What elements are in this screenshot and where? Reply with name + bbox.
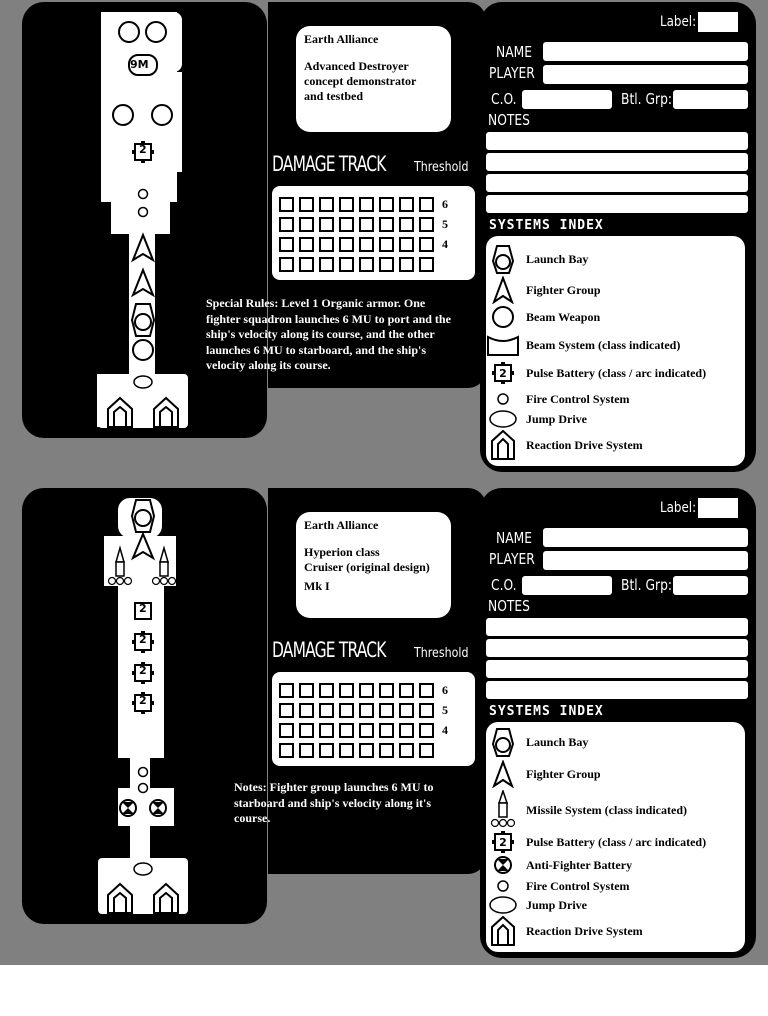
ship-class-line: Advanced Destroyer — [304, 59, 409, 73]
fighter-group-icon — [133, 235, 153, 260]
name-caption: NAME — [496, 529, 533, 547]
system-entry — [486, 304, 745, 330]
threshold-title: Threshold — [414, 646, 469, 661]
damage-box[interactable] — [379, 257, 394, 272]
damage-box[interactable] — [359, 703, 374, 718]
jump-drive-icon — [134, 376, 152, 388]
rules-line: course. — [234, 811, 271, 825]
system-entry — [486, 389, 745, 409]
damage-box[interactable] — [399, 257, 414, 272]
hull-badge-label: 9M — [130, 58, 149, 71]
system-label: Pulse Battery (class / arc indicated) — [526, 834, 707, 849]
damage-box[interactable] — [359, 217, 374, 232]
special-rules — [234, 780, 474, 827]
damage-box[interactable] — [279, 197, 294, 212]
damage-box[interactable] — [339, 743, 354, 758]
damage-box[interactable] — [419, 217, 434, 232]
system-entry — [486, 876, 745, 896]
system-entry — [486, 854, 745, 876]
name-field[interactable] — [543, 42, 748, 61]
system-label: Jump Drive — [526, 411, 587, 426]
svg-text:2: 2 — [499, 836, 507, 849]
notes-caption: NOTES — [488, 111, 530, 129]
rules-line: ship's velocity along its course, and the other — [206, 327, 435, 341]
damage-box[interactable] — [299, 743, 314, 758]
pulse-class-label: 2 — [139, 143, 147, 156]
damage-box[interactable] — [399, 237, 414, 252]
label-caption: Label: — [660, 500, 697, 516]
damage-box[interactable] — [379, 683, 394, 698]
damage-track-title: DAMAGE TRACK — [272, 152, 386, 176]
anti-fighter-icon — [486, 855, 520, 875]
system-entry — [486, 408, 745, 430]
fire-control-icon — [139, 784, 148, 793]
fire-control-icon — [139, 208, 148, 217]
system-label: Missile System (class indicated) — [526, 802, 687, 817]
notes-field[interactable] — [486, 153, 748, 171]
damage-row — [279, 721, 448, 739]
damage-box[interactable] — [339, 703, 354, 718]
damage-row — [279, 195, 448, 213]
damage-box[interactable] — [279, 723, 294, 738]
ship-class-line: concept demonstrator — [304, 74, 417, 88]
system-entry — [486, 916, 745, 946]
rules-line: Notes: Fighter group launches 6 MU to — [234, 780, 434, 794]
damage-box[interactable] — [319, 217, 334, 232]
damage-box[interactable] — [319, 703, 334, 718]
damage-box[interactable] — [379, 743, 394, 758]
system-label: Reaction Drive System — [526, 923, 643, 938]
damage-box[interactable] — [379, 723, 394, 738]
anti-fighter-icon — [120, 800, 136, 816]
missile-system-icon — [486, 790, 520, 830]
ship-class-line: Hyperion class — [304, 545, 380, 559]
battle-group-caption: Btl. Grp: — [621, 576, 673, 594]
threshold-title: Threshold — [414, 160, 469, 175]
damage-track-title: DAMAGE TRACK — [272, 638, 386, 662]
systems-index-title: SYSTEMS INDEX — [489, 704, 604, 719]
system-label: Beam Weapon — [526, 309, 601, 324]
pulse-class-label: 2 — [139, 633, 147, 646]
damage-box[interactable] — [339, 197, 354, 212]
damage-box[interactable] — [419, 257, 434, 272]
damage-box[interactable] — [359, 197, 374, 212]
anti-fighter-icon — [150, 800, 166, 816]
damage-box[interactable] — [339, 723, 354, 738]
ship-card-1 — [0, 0, 768, 480]
ship-class-line: Mk I — [304, 579, 330, 593]
reaction-drive-icon — [486, 916, 520, 946]
beam-weapon-icon — [152, 105, 172, 125]
rules-line: Special Rules: Level 1 Organic armor. One — [206, 296, 426, 310]
damage-box[interactable] — [279, 743, 294, 758]
damage-box[interactable] — [379, 217, 394, 232]
damage-box[interactable] — [359, 743, 374, 758]
damage-box[interactable] — [299, 237, 314, 252]
system-label: Fire Control System — [526, 878, 630, 893]
damage-row — [279, 255, 439, 273]
beam-weapon-icon — [133, 340, 153, 360]
damage-box[interactable] — [419, 743, 434, 758]
rules-line: launches 6 MU to starboard, and the ship's — [206, 342, 427, 357]
fire-control-icon — [139, 768, 148, 777]
damage-box[interactable] — [399, 743, 414, 758]
damage-box[interactable] — [319, 197, 334, 212]
systems-index — [486, 236, 745, 466]
ship-class-line: and testbed — [304, 89, 364, 103]
reaction-drive-icon — [108, 884, 132, 913]
damage-box[interactable] — [399, 703, 414, 718]
jump-drive-icon — [134, 863, 152, 875]
co-field[interactable] — [522, 90, 612, 109]
player-caption: PLAYER — [489, 64, 535, 82]
reaction-drive-icon — [486, 430, 520, 460]
battle-group-field[interactable] — [673, 90, 748, 109]
system-entry — [486, 332, 745, 358]
co-field[interactable] — [522, 576, 612, 595]
system-entry — [486, 894, 745, 916]
system-label: Jump Drive — [526, 897, 587, 912]
system-label: Launch Bay — [526, 734, 589, 749]
faction-label: Earth Alliance — [304, 518, 379, 532]
notes-field[interactable] — [486, 174, 748, 192]
pulse-class-label: 2 — [139, 694, 147, 707]
pulse-class-label: 2 — [139, 602, 147, 615]
system-entry — [486, 790, 745, 830]
threshold-number: 4 — [442, 722, 448, 737]
name-field[interactable] — [543, 528, 748, 547]
notes-field[interactable] — [486, 195, 748, 213]
damage-box[interactable] — [339, 683, 354, 698]
damage-box[interactable] — [319, 257, 334, 272]
notes-field[interactable] — [486, 660, 748, 678]
threshold-number: 4 — [442, 236, 448, 251]
system-label: Launch Bay — [526, 251, 589, 266]
notes-field[interactable] — [486, 132, 748, 150]
jump-drive-icon — [486, 895, 520, 915]
label-field[interactable] — [698, 12, 738, 32]
damage-box[interactable] — [399, 217, 414, 232]
beam-weapon-icon — [119, 22, 139, 42]
jump-drive-icon — [486, 409, 520, 429]
damage-box[interactable] — [319, 743, 334, 758]
damage-box[interactable] — [279, 683, 294, 698]
system-label: Fire Control System — [526, 391, 630, 406]
system-label: Anti-Fighter Battery — [526, 857, 633, 872]
notes-field[interactable] — [486, 681, 748, 699]
damage-box[interactable] — [299, 683, 314, 698]
damage-row — [279, 681, 448, 699]
damage-row — [279, 701, 448, 719]
damage-row — [279, 235, 448, 253]
rules-line: fighter squadron launches 6 MU to port and the — [206, 311, 451, 326]
systems-index-title: SYSTEMS INDEX — [489, 218, 604, 233]
damage-box[interactable] — [419, 197, 434, 212]
damage-box[interactable] — [319, 237, 334, 252]
co-caption: C.O. — [491, 576, 517, 594]
damage-box[interactable] — [379, 703, 394, 718]
fire-control-icon — [486, 392, 520, 406]
damage-row — [279, 741, 439, 759]
fighter-group-icon — [486, 276, 520, 304]
ship-card-2 — [0, 486, 768, 966]
system-entry — [486, 760, 745, 788]
damage-box[interactable] — [399, 723, 414, 738]
damage-box[interactable] — [419, 683, 434, 698]
pulse-battery-icon — [486, 361, 520, 385]
reaction-drive-icon — [154, 884, 178, 913]
player-field[interactable] — [543, 65, 748, 84]
player-field[interactable] — [543, 551, 748, 570]
system-entry — [486, 830, 745, 854]
damage-track — [272, 672, 475, 766]
ship-class-line: Cruiser (original design) — [304, 560, 430, 574]
system-entry — [486, 726, 745, 758]
damage-box[interactable] — [339, 237, 354, 252]
rules-line: starboard and ship's velocity along it's — [234, 795, 432, 810]
launch-bay-icon — [486, 726, 520, 758]
damage-box[interactable] — [279, 237, 294, 252]
system-entry — [486, 361, 745, 385]
fighter-group-icon — [486, 760, 520, 788]
battle-group-field[interactable] — [673, 576, 748, 595]
battle-group-caption: Btl. Grp: — [621, 90, 673, 108]
threshold-number: 5 — [442, 216, 448, 231]
rules-line: velocity along its course. — [206, 358, 331, 372]
notes-field[interactable] — [486, 618, 748, 636]
damage-box[interactable] — [299, 723, 314, 738]
co-caption: C.O. — [491, 90, 517, 108]
faction-label: Earth Alliance — [304, 32, 379, 46]
threshold-number: 6 — [442, 196, 448, 211]
damage-box[interactable] — [359, 257, 374, 272]
threshold-number: 6 — [442, 682, 448, 697]
damage-box[interactable] — [299, 217, 314, 232]
svg-text:2: 2 — [499, 367, 507, 380]
fire-control-icon — [139, 190, 148, 199]
missile-system-icon — [109, 548, 132, 585]
ship-description — [296, 512, 451, 618]
damage-box[interactable] — [339, 217, 354, 232]
damage-box[interactable] — [359, 723, 374, 738]
damage-box[interactable] — [299, 257, 314, 272]
reaction-drive-icon — [108, 398, 132, 427]
damage-track — [272, 186, 475, 280]
pulse-battery-icon — [486, 830, 520, 854]
damage-box[interactable] — [359, 237, 374, 252]
damage-box[interactable] — [399, 197, 414, 212]
damage-box[interactable] — [399, 683, 414, 698]
damage-box[interactable] — [419, 703, 434, 718]
system-label: Fighter Group — [526, 282, 601, 297]
ship-description — [296, 26, 451, 132]
damage-box[interactable] — [379, 237, 394, 252]
damage-box[interactable] — [279, 257, 294, 272]
damage-row — [279, 215, 448, 233]
launch-bay-icon — [132, 304, 154, 336]
damage-box[interactable] — [419, 723, 434, 738]
system-label: Pulse Battery (class / arc indicated) — [526, 365, 707, 380]
damage-box[interactable] — [379, 197, 394, 212]
fighter-group-icon — [133, 534, 153, 558]
damage-box[interactable] — [339, 257, 354, 272]
beam-weapon-icon — [146, 22, 166, 42]
pulse-class-label: 2 — [139, 664, 147, 677]
name-caption: NAME — [496, 43, 533, 61]
special-rules — [206, 296, 476, 374]
threshold-number: 5 — [442, 702, 448, 717]
system-label: Reaction Drive System — [526, 437, 643, 452]
reaction-drive-icon — [154, 398, 178, 427]
beam-weapon-icon — [486, 305, 520, 329]
damage-box[interactable] — [319, 683, 334, 698]
beam-weapon-icon — [113, 105, 133, 125]
systems-index — [486, 722, 745, 952]
beam-system-icon — [486, 333, 520, 357]
damage-box[interactable] — [279, 217, 294, 232]
notes-caption: NOTES — [488, 597, 530, 615]
missile-system-icon — [153, 548, 176, 585]
notes-field[interactable] — [486, 639, 748, 657]
launch-bay-icon — [132, 500, 154, 532]
damage-box[interactable] — [419, 237, 434, 252]
system-entry — [486, 430, 745, 460]
player-caption: PLAYER — [489, 550, 535, 568]
damage-box[interactable] — [299, 703, 314, 718]
label-field[interactable] — [698, 498, 738, 518]
system-label: Fighter Group — [526, 766, 601, 781]
damage-box[interactable] — [299, 197, 314, 212]
system-entry — [486, 276, 745, 304]
system-entry — [486, 242, 745, 276]
launch-bay-icon — [486, 243, 520, 275]
fire-control-icon — [486, 879, 520, 893]
damage-box[interactable] — [319, 723, 334, 738]
fighter-group-icon — [133, 270, 153, 295]
system-label: Beam System (class indicated) — [526, 337, 681, 352]
damage-box[interactable] — [279, 703, 294, 718]
label-caption: Label: — [660, 14, 697, 30]
damage-box[interactable] — [359, 683, 374, 698]
